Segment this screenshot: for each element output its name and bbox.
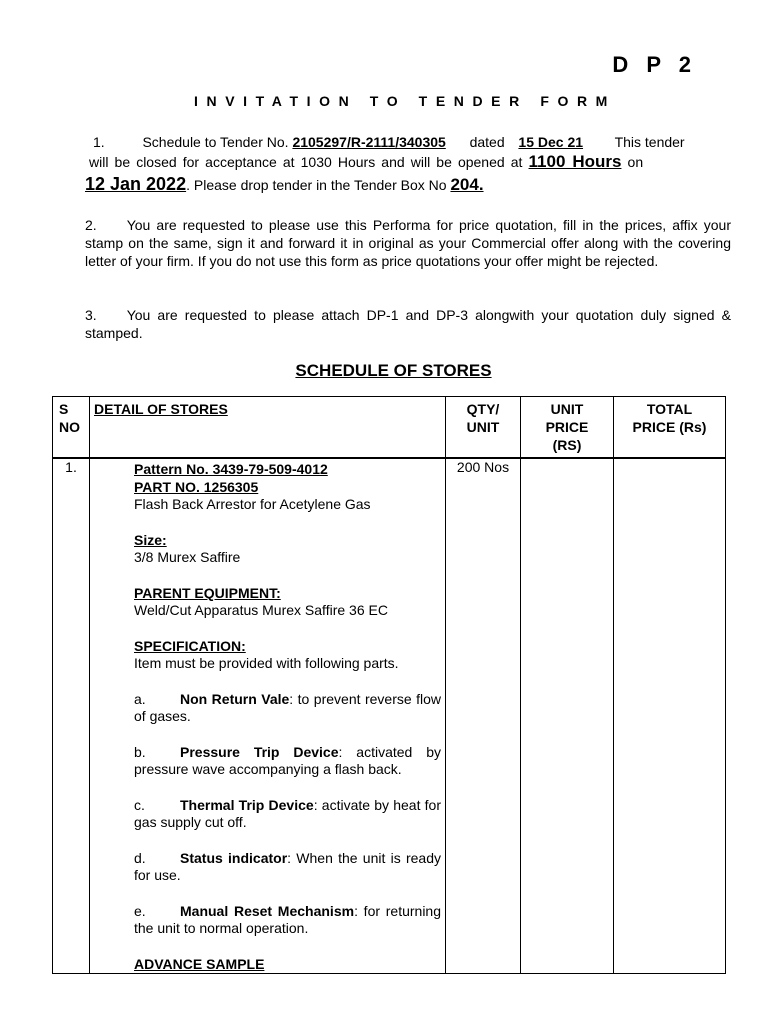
parent-equipment-value: Weld/Cut Apparatus Murex Saffire 36 EC: [134, 602, 388, 618]
header-detail: DETAIL OF STORES: [90, 397, 446, 458]
advance-sample-label: ADVANCE SAMPLE: [134, 955, 265, 972]
para2-number: 2.: [85, 217, 97, 233]
header-sno: S NO: [53, 397, 90, 458]
specification-label: SPECIFICATION:: [134, 637, 246, 654]
schedule-title: SCHEDULE OF STORES: [295, 361, 492, 380]
open-time: 1100 Hours: [528, 152, 622, 171]
spec-part-d: d. Status indicator: When the unit is ready for use.: [134, 849, 442, 883]
para2-text: You are requested to please use this Performa for price quotation, fill in the prices, affix your stamp on the same, sign it and forward it in original as your Commercial offer along with the covering letter of your firm. If you do not use this form as price quotations your offer might be rejected.: [85, 217, 731, 269]
para3-number: 3.: [85, 307, 97, 323]
specification-intro: Item must be provided with following parts.: [134, 655, 399, 671]
form-title: INVITATION TO TENDER FORM: [194, 93, 616, 109]
dated-label: dated: [469, 134, 505, 150]
table-header-row: [53, 397, 726, 458]
tender-box-number: 204.: [450, 175, 484, 194]
part-number: PART NO. 1256305: [134, 478, 259, 495]
row-sno: 1.: [53, 459, 90, 974]
para1-drop-text: . Please drop tender in the Tender Box No: [186, 177, 447, 193]
tender-number: 2105297/R-2111/340305: [292, 134, 446, 150]
paragraph-3: [85, 306, 731, 342]
tender-date: 15 Dec 21: [518, 134, 584, 150]
pattern-number: Pattern No. 3439-79-509-4012: [134, 461, 328, 477]
row-unit-price[interactable]: [521, 459, 614, 974]
row-total-price[interactable]: [614, 459, 726, 974]
size-label: Size:: [134, 531, 167, 548]
row-detail: [90, 459, 446, 974]
item-name: Flash Back Arrestor for Acetylene Gas: [134, 496, 371, 512]
document-code: D P 2: [612, 52, 697, 77]
open-date: 12 Jan 2022: [85, 174, 187, 194]
para1-number: 1.: [93, 134, 105, 150]
para3-text: You are requested to please attach DP-1 and DP-3 alongwith your quotation duly signed & stamped.: [85, 307, 731, 341]
parent-equipment-label: PARENT EQUIPMENT:: [134, 584, 281, 601]
size-value: 3/8 Murex Saffire: [134, 549, 241, 565]
spec-part-c: c. Thermal Trip Device: activate by heat for gas supply cut off.: [134, 796, 441, 830]
schedule-of-stores-table: [52, 396, 726, 974]
row-qty: 200 Nos: [446, 459, 521, 974]
paragraph-1: [85, 132, 731, 195]
header-total-price: TOTAL PRICE (Rs): [614, 397, 726, 458]
para1-post-date: This tender: [614, 134, 685, 150]
spec-part-a: a. Non Return Vale: to prevent reverse flow of gases.: [134, 690, 441, 724]
para1-line2: will be closed for acceptance at 1030 Hours and will be opened at: [89, 154, 523, 170]
spec-part-b: b. Pressure Trip Device: activated by pressure wave accompanying a flash back.: [134, 743, 441, 777]
para1-on: on: [627, 154, 644, 170]
header-unit-price: UNIT PRICE (RS): [521, 397, 614, 458]
table-row: [53, 459, 726, 974]
spec-part-e: e. Manual Reset Mechanism: for returning the unit to normal operation.: [134, 902, 441, 936]
para1-pre-tender: Schedule to Tender No.: [142, 134, 289, 150]
header-qty: QTY/ UNIT: [446, 397, 521, 458]
paragraph-2: [85, 216, 731, 270]
